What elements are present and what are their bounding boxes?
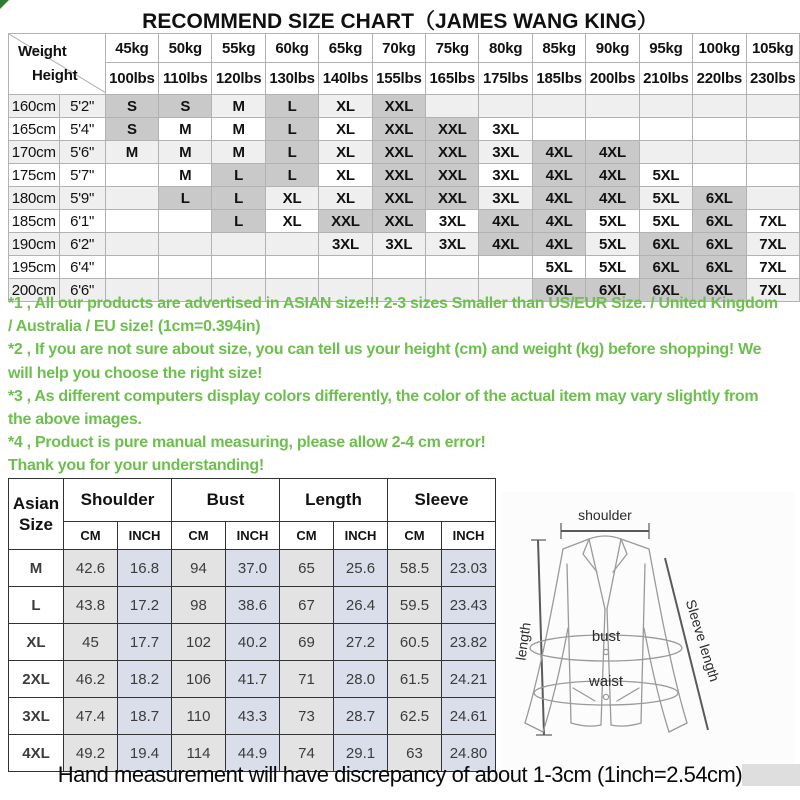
measure-row xyxy=(9,587,496,624)
matrix-size-cell: XXL xyxy=(372,118,425,141)
matrix-lbs-header: 110lbs xyxy=(159,63,212,95)
matrix-kg-header: 75kg xyxy=(426,34,479,63)
measure-value-cell: 114 xyxy=(172,735,226,772)
matrix-size-cell: 6XL xyxy=(693,210,746,233)
matrix-height-ft: 6'1" xyxy=(59,210,105,233)
matrix-size-cell xyxy=(426,95,479,118)
measure-value-cell: 62.5 xyxy=(388,698,442,735)
measure-value-cell: 58.5 xyxy=(388,550,442,587)
matrix-height-cm: 185cm xyxy=(9,210,60,233)
matrix-size-cell: XXL xyxy=(426,141,479,164)
matrix-size-cell: S xyxy=(105,118,158,141)
matrix-size-cell: L xyxy=(265,118,318,141)
matrix-size-cell: M xyxy=(105,141,158,164)
matrix-lbs-header: 210lbs xyxy=(639,63,692,95)
measure-sub-header: INCH xyxy=(226,522,280,550)
matrix-size-cell: 6XL xyxy=(639,233,692,256)
matrix-size-cell: 5XL xyxy=(586,256,639,279)
measure-sub-header: INCH xyxy=(334,522,388,550)
matrix-lbs-header: 175lbs xyxy=(479,63,532,95)
matrix-size-cell: L xyxy=(212,187,265,210)
measure-value-cell: 29.1 xyxy=(334,735,388,772)
measure-sub-header: CM xyxy=(64,522,118,550)
measure-row xyxy=(9,698,496,735)
matrix-size-cell xyxy=(212,233,265,256)
matrix-size-cell xyxy=(639,95,692,118)
measure-group-header: Length xyxy=(280,479,388,522)
matrix-size-cell xyxy=(693,141,746,164)
measure-value-cell: 42.6 xyxy=(64,550,118,587)
matrix-size-cell xyxy=(586,95,639,118)
matrix-size-cell xyxy=(159,210,212,233)
matrix-size-cell: L xyxy=(159,187,212,210)
measure-value-cell: 16.8 xyxy=(118,550,172,587)
matrix-size-cell: 6XL xyxy=(693,256,746,279)
matrix-size-cell xyxy=(319,256,372,279)
matrix-size-cell: XL xyxy=(319,187,372,210)
background-artifact xyxy=(742,764,800,786)
matrix-row xyxy=(9,210,800,233)
matrix-size-cell: 4XL xyxy=(532,141,585,164)
matrix-size-cell: 4XL xyxy=(532,164,585,187)
waist-label: waist xyxy=(588,673,624,690)
matrix-size-cell xyxy=(105,210,158,233)
measure-size-label: 2XL xyxy=(9,661,64,698)
matrix-size-cell xyxy=(639,118,692,141)
matrix-size-cell xyxy=(159,256,212,279)
matrix-size-cell xyxy=(746,187,799,210)
matrix-size-cell: 7XL xyxy=(746,256,799,279)
length-measure-line xyxy=(538,540,544,735)
matrix-size-cell: XXL xyxy=(372,141,425,164)
measure-value-cell: 74 xyxy=(280,735,334,772)
measure-row xyxy=(9,661,496,698)
measure-value-cell: 49.2 xyxy=(64,735,118,772)
matrix-size-cell xyxy=(746,141,799,164)
measure-value-cell: 73 xyxy=(280,698,334,735)
matrix-size-cell xyxy=(372,256,425,279)
measure-value-cell: 17.2 xyxy=(118,587,172,624)
measure-sub-header: CM xyxy=(280,522,334,550)
matrix-kg-header: 45kg xyxy=(105,34,158,63)
matrix-size-cell: M xyxy=(212,95,265,118)
measure-value-cell: 102 xyxy=(172,624,226,661)
matrix-size-cell: XL xyxy=(319,118,372,141)
matrix-size-cell: 7XL xyxy=(746,210,799,233)
matrix-size-cell: 3XL xyxy=(319,233,372,256)
matrix-size-cell xyxy=(426,256,479,279)
measure-value-cell: 37.0 xyxy=(226,550,280,587)
matrix-size-cell xyxy=(746,95,799,118)
matrix-size-cell: 6XL xyxy=(639,256,692,279)
matrix-size-cell: XXL xyxy=(372,95,425,118)
measure-sub-header: INCH xyxy=(118,522,172,550)
measure-value-cell: 43.3 xyxy=(226,698,280,735)
matrix-height-ft: 5'9" xyxy=(59,187,105,210)
matrix-size-cell: M xyxy=(159,118,212,141)
matrix-size-cell xyxy=(105,233,158,256)
matrix-size-cell xyxy=(693,95,746,118)
matrix-size-cell: S xyxy=(159,95,212,118)
measure-sub-header: INCH xyxy=(442,522,496,550)
matrix-size-cell: 4XL xyxy=(586,164,639,187)
matrix-size-cell: M xyxy=(212,118,265,141)
matrix-size-cell: 6XL xyxy=(532,279,585,302)
matrix-size-cell: 4XL xyxy=(586,141,639,164)
measure-value-cell: 47.4 xyxy=(64,698,118,735)
note-line: *2 , If you are not sure about size, you can tell us your height (cm) and weight (kg) before shopping! We xyxy=(8,341,762,359)
matrix-lbs-header: 200lbs xyxy=(586,63,639,95)
matrix-size-cell: 3XL xyxy=(479,118,532,141)
matrix-size-cell: XXL xyxy=(426,164,479,187)
measure-size-label: XL xyxy=(9,624,64,661)
measure-value-cell: 27.2 xyxy=(334,624,388,661)
matrix-corner-cell xyxy=(9,34,106,95)
matrix-kg-header: 105kg xyxy=(746,34,799,63)
measure-value-cell: 59.5 xyxy=(388,587,442,624)
measure-value-cell: 19.4 xyxy=(118,735,172,772)
matrix-size-cell xyxy=(639,141,692,164)
matrix-size-cell: XL xyxy=(319,141,372,164)
matrix-kg-header: 65kg xyxy=(319,34,372,63)
measure-value-cell: 24.21 xyxy=(442,661,496,698)
matrix-kg-header: 100kg xyxy=(693,34,746,63)
measure-value-cell: 17.7 xyxy=(118,624,172,661)
matrix-height-cm: 175cm xyxy=(9,164,60,187)
matrix-lbs-header: 185lbs xyxy=(532,63,585,95)
matrix-lbs-header: 140lbs xyxy=(319,63,372,95)
measure-value-cell: 23.03 xyxy=(442,550,496,587)
matrix-size-cell: 3XL xyxy=(372,233,425,256)
matrix-height-cm: 180cm xyxy=(9,187,60,210)
corner-height-label: Height xyxy=(32,67,78,84)
measurement-table-body xyxy=(9,479,496,772)
matrix-kg-header: 85kg xyxy=(532,34,585,63)
matrix-lbs-header: 100lbs xyxy=(105,63,158,95)
measure-value-cell: 94 xyxy=(172,550,226,587)
matrix-size-cell xyxy=(746,164,799,187)
matrix-size-cell: XXL xyxy=(426,187,479,210)
matrix-height-ft: 5'7" xyxy=(59,164,105,187)
measure-sub-header: CM xyxy=(388,522,442,550)
measure-row xyxy=(9,624,496,661)
matrix-size-cell: 4XL xyxy=(532,210,585,233)
note-line: *4 , Product is pure manual measuring, please allow 2-4 cm error! xyxy=(8,434,486,452)
measure-value-cell: 28.7 xyxy=(334,698,388,735)
matrix-size-cell xyxy=(532,118,585,141)
matrix-height-ft: 5'4" xyxy=(59,118,105,141)
matrix-size-cell: XXL xyxy=(372,164,425,187)
matrix-size-cell: 7XL xyxy=(746,233,799,256)
matrix-size-cell: M xyxy=(212,141,265,164)
matrix-size-cell: 6XL xyxy=(639,279,692,302)
matrix-size-cell: L xyxy=(265,95,318,118)
measure-value-cell: 28.0 xyxy=(334,661,388,698)
matrix-size-cell xyxy=(159,233,212,256)
measure-value-cell: 41.7 xyxy=(226,661,280,698)
matrix-kg-header: 70kg xyxy=(372,34,425,63)
measure-size-label: 4XL xyxy=(9,735,64,772)
matrix-size-cell: 6XL xyxy=(693,279,746,302)
matrix-kg-header: 80kg xyxy=(479,34,532,63)
measurement-table xyxy=(8,478,496,772)
matrix-size-cell xyxy=(586,118,639,141)
matrix-size-cell: M xyxy=(159,164,212,187)
measure-value-cell: 18.7 xyxy=(118,698,172,735)
matrix-lbs-header-row xyxy=(9,63,800,95)
measure-value-cell: 44.9 xyxy=(226,735,280,772)
measure-value-cell: 23.82 xyxy=(442,624,496,661)
measure-group-header: Bust xyxy=(172,479,280,522)
matrix-row xyxy=(9,187,800,210)
note-line: will help you choose the right size! xyxy=(8,364,263,382)
matrix-size-cell: 6XL xyxy=(693,187,746,210)
matrix-size-cell: 5XL xyxy=(639,187,692,210)
matrix-kg-header: 95kg xyxy=(639,34,692,63)
measure-value-cell: 45 xyxy=(64,624,118,661)
matrix-size-cell: XL xyxy=(265,210,318,233)
measure-sub-header: CM xyxy=(172,522,226,550)
matrix-size-cell: 4XL xyxy=(479,233,532,256)
matrix-size-cell: L xyxy=(265,141,318,164)
measure-value-cell: 46.2 xyxy=(64,661,118,698)
measure-value-cell: 25.6 xyxy=(334,550,388,587)
matrix-height-cm: 190cm xyxy=(9,233,60,256)
matrix-kg-header: 60kg xyxy=(265,34,318,63)
length-label: length xyxy=(512,621,534,662)
matrix-size-cell: M xyxy=(159,141,212,164)
matrix-kg-header-row xyxy=(9,34,800,63)
matrix-size-cell xyxy=(693,118,746,141)
matrix-height-ft: 6'4" xyxy=(59,256,105,279)
matrix-lbs-header: 130lbs xyxy=(265,63,318,95)
measure-value-cell: 106 xyxy=(172,661,226,698)
matrix-lbs-header: 220lbs xyxy=(693,63,746,95)
matrix-size-cell: 5XL xyxy=(586,210,639,233)
matrix-size-cell: XXL xyxy=(372,187,425,210)
matrix-size-cell xyxy=(479,95,532,118)
measure-value-cell: 63 xyxy=(388,735,442,772)
matrix-row xyxy=(9,233,800,256)
matrix-height-ft: 5'2" xyxy=(59,95,105,118)
measure-value-cell: 98 xyxy=(172,587,226,624)
size-chart-table xyxy=(8,33,800,302)
measure-value-cell: 18.2 xyxy=(118,661,172,698)
matrix-height-cm: 165cm xyxy=(9,118,60,141)
measure-value-cell: 40.2 xyxy=(226,624,280,661)
footer-note: Hand measurement will have discrepancy of about 1-3cm (1inch=2.54cm) xyxy=(57,762,743,787)
measure-value-cell: 26.4 xyxy=(334,587,388,624)
measure-value-cell: 38.6 xyxy=(226,587,280,624)
measure-value-cell: 71 xyxy=(280,661,334,698)
matrix-size-cell: 7XL xyxy=(746,279,799,302)
matrix-size-cell xyxy=(532,95,585,118)
matrix-size-cell xyxy=(105,164,158,187)
matrix-lbs-header: 230lbs xyxy=(746,63,799,95)
matrix-size-cell xyxy=(693,164,746,187)
jacket-measurement-diagram xyxy=(502,492,794,777)
matrix-size-cell: 3XL xyxy=(479,141,532,164)
measure-value-cell: 67 xyxy=(280,587,334,624)
matrix-size-cell: 4XL xyxy=(586,187,639,210)
measure-size-label: M xyxy=(9,550,64,587)
matrix-row xyxy=(9,95,800,118)
notes-block xyxy=(8,292,800,478)
matrix-height-ft: 5'6" xyxy=(59,141,105,164)
size-chart-table-body xyxy=(9,34,800,302)
matrix-size-cell: 6XL xyxy=(586,279,639,302)
matrix-row xyxy=(9,164,800,187)
bust-label: bust xyxy=(591,628,621,645)
matrix-lbs-header: 120lbs xyxy=(212,63,265,95)
matrix-row xyxy=(9,141,800,164)
matrix-size-cell: S xyxy=(105,95,158,118)
measure-value-cell: 60.5 xyxy=(388,624,442,661)
matrix-size-cell xyxy=(105,187,158,210)
measure-value-cell: 23.43 xyxy=(442,587,496,624)
measure-value-cell: 43.8 xyxy=(64,587,118,624)
matrix-row xyxy=(9,118,800,141)
matrix-row xyxy=(9,256,800,279)
matrix-size-cell: L xyxy=(212,210,265,233)
matrix-size-cell xyxy=(105,256,158,279)
matrix-height-ft: 6'6" xyxy=(59,279,105,302)
matrix-size-cell: XXL xyxy=(426,118,479,141)
matrix-lbs-header: 165lbs xyxy=(426,63,479,95)
matrix-size-cell: XL xyxy=(319,95,372,118)
matrix-lbs-header: 155lbs xyxy=(372,63,425,95)
matrix-size-cell: 4XL xyxy=(532,233,585,256)
measure-value-cell: 61.5 xyxy=(388,661,442,698)
matrix-kg-header: 50kg xyxy=(159,34,212,63)
sleeve-length-label: Sleeve length xyxy=(682,597,723,684)
measure-group-header: Sleeve xyxy=(388,479,496,522)
matrix-size-cell: XL xyxy=(319,164,372,187)
measure-value-cell: 65 xyxy=(280,550,334,587)
matrix-kg-header: 90kg xyxy=(586,34,639,63)
matrix-size-cell: 3XL xyxy=(479,164,532,187)
matrix-size-cell: 5XL xyxy=(639,164,692,187)
note-line: *3 , As different computers display colors differently, the color of the actual item may vary slightly from xyxy=(8,387,759,405)
note-line: the above images. xyxy=(8,411,142,429)
matrix-size-cell: 5XL xyxy=(586,233,639,256)
matrix-height-ft: 6'2" xyxy=(59,233,105,256)
matrix-kg-header: 55kg xyxy=(212,34,265,63)
shoulder-label: shoulder xyxy=(578,507,632,523)
matrix-size-cell xyxy=(746,118,799,141)
matrix-size-cell: 4XL xyxy=(479,210,532,233)
note-line: / Australia / EU size! (1cm=0.394in) xyxy=(8,318,261,336)
page-title: RECOMMEND SIZE CHART（JAMES WANG KING） xyxy=(142,10,658,33)
matrix-size-cell xyxy=(265,256,318,279)
matrix-size-cell xyxy=(212,256,265,279)
matrix-size-cell: 5XL xyxy=(639,210,692,233)
matrix-height-cm: 170cm xyxy=(9,141,60,164)
matrix-size-cell: 3XL xyxy=(426,210,479,233)
matrix-size-cell: 3XL xyxy=(426,233,479,256)
measure-row xyxy=(9,550,496,587)
measure-value-cell: 24.80 xyxy=(442,735,496,772)
matrix-size-cell: XXL xyxy=(319,210,372,233)
matrix-size-cell xyxy=(265,233,318,256)
measure-sub-header-row xyxy=(9,522,496,550)
measure-value-cell: 69 xyxy=(280,624,334,661)
matrix-size-cell: 3XL xyxy=(479,187,532,210)
matrix-height-cm: 195cm xyxy=(9,256,60,279)
matrix-size-cell: XXL xyxy=(372,210,425,233)
measure-size-label: L xyxy=(9,587,64,624)
measure-group-header-row xyxy=(9,479,496,522)
corner-weight-label: Weight xyxy=(18,43,67,60)
measure-group-header: Shoulder xyxy=(64,479,172,522)
matrix-size-cell: L xyxy=(212,164,265,187)
jacket-diagram-svg xyxy=(502,492,794,777)
matrix-size-cell: 5XL xyxy=(532,256,585,279)
measure-corner-cell: Asian Size xyxy=(9,479,64,550)
measure-value-cell: 110 xyxy=(172,698,226,735)
matrix-size-cell: L xyxy=(265,164,318,187)
matrix-size-cell: 6XL xyxy=(693,233,746,256)
matrix-size-cell xyxy=(479,256,532,279)
note-line: Thank you for your understanding! xyxy=(8,457,264,475)
note-line: *1 , All our products are advertised in ASIAN size!!! 2-3 sizes Smaller than US/EUR Size. / United Kingdom xyxy=(8,295,778,312)
matrix-height-cm: 160cm xyxy=(9,95,60,118)
matrix-height-cm: 200cm xyxy=(9,279,60,302)
measure-size-label: 3XL xyxy=(9,698,64,735)
matrix-size-cell: XL xyxy=(265,187,318,210)
measure-value-cell: 24.61 xyxy=(442,698,496,735)
matrix-size-cell: 4XL xyxy=(532,187,585,210)
